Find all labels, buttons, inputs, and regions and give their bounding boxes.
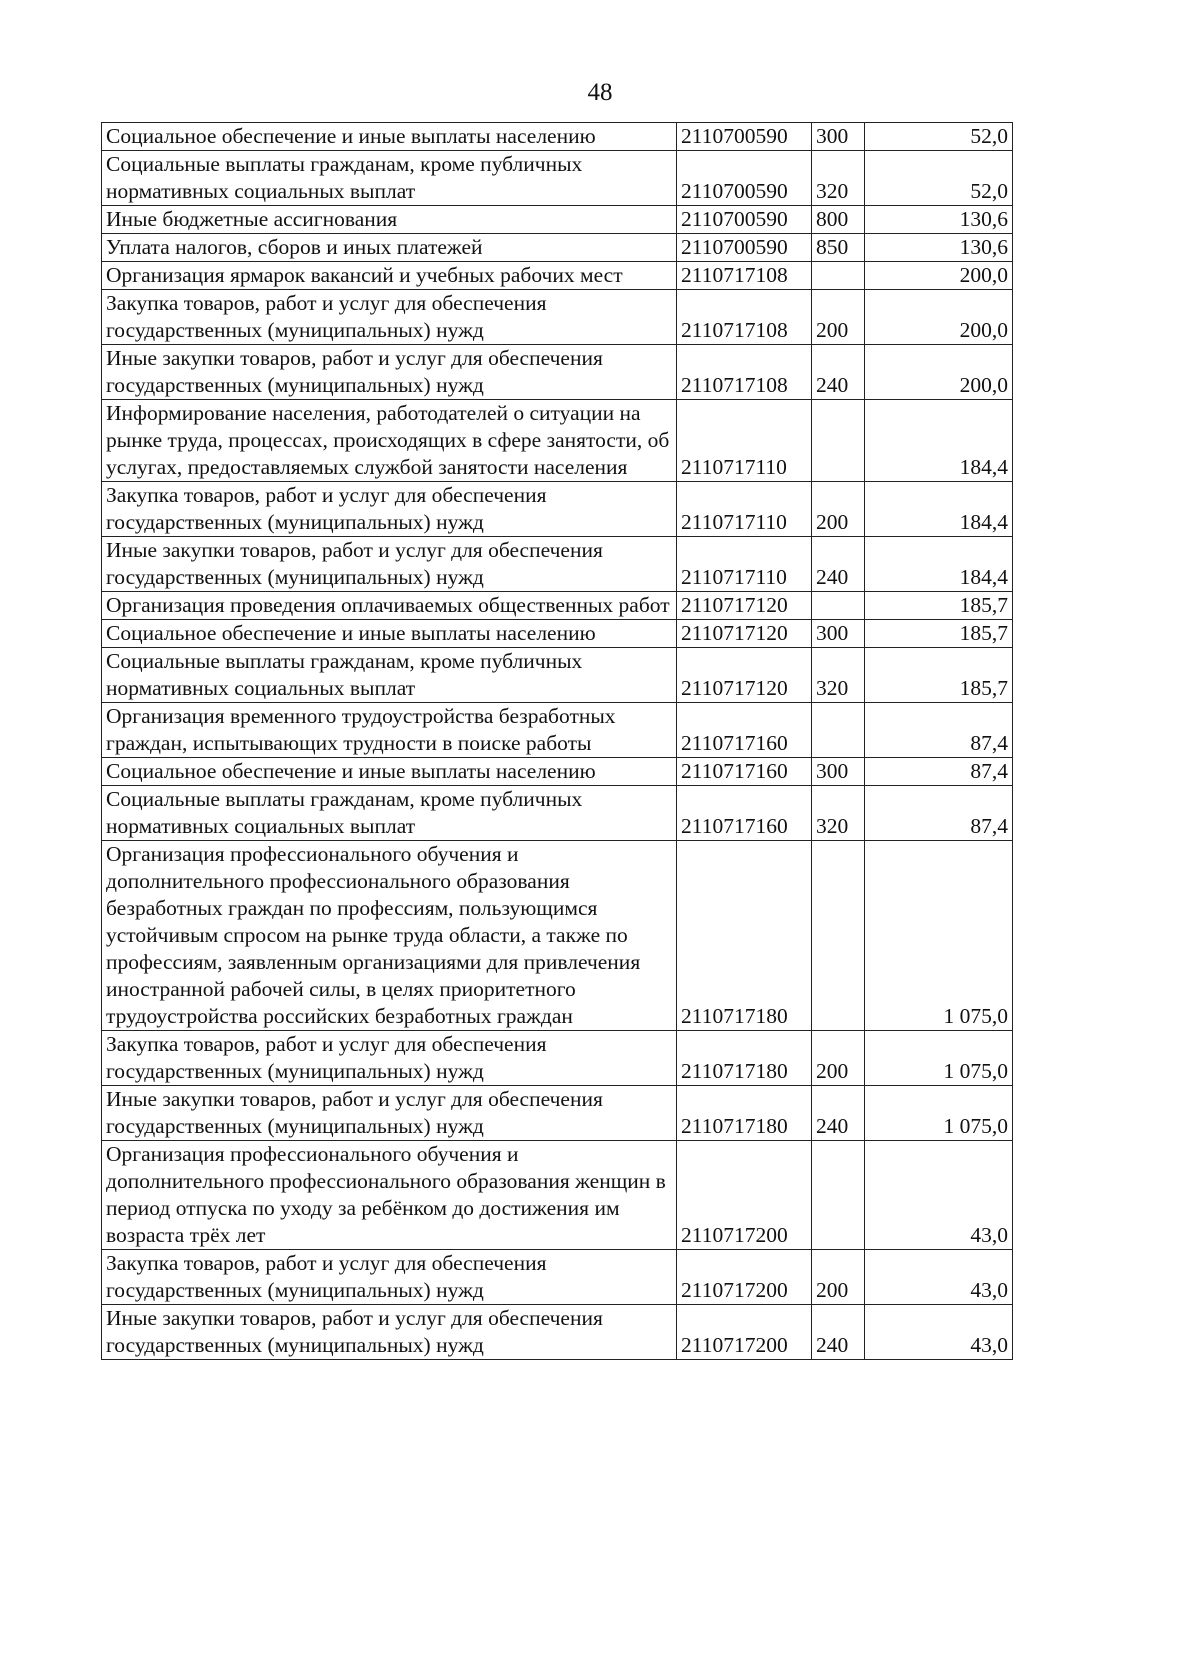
row-name: Уплата налогов, сборов и иных платежей — [102, 234, 677, 262]
row-code: 2110717120 — [677, 592, 812, 620]
row-name: Закупка товаров, работ и услуг для обеспечения государственных (муниципальных) нужд — [102, 1250, 677, 1305]
row-code: 2110717110 — [677, 400, 812, 482]
page-number: 48 — [587, 79, 613, 106]
row-amount: 43,0 — [865, 1141, 1013, 1250]
row-name: Социальные выплаты гражданам, кроме публичных нормативных социальных выплат — [102, 786, 677, 841]
row-code: 2110717110 — [677, 482, 812, 537]
row-type — [812, 703, 865, 758]
row-name: Закупка товаров, работ и услуг для обеспечения государственных (муниципальных) нужд — [102, 1031, 677, 1086]
row-type: 850 — [812, 234, 865, 262]
table-row — [102, 482, 1013, 537]
row-name: Иные закупки товаров, работ и услуг для обеспечения государственных (муниципальных) нужд — [102, 1305, 677, 1360]
row-amount: 185,7 — [865, 620, 1013, 648]
row-type — [812, 400, 865, 482]
row-type — [812, 841, 865, 1031]
row-type: 240 — [812, 537, 865, 592]
table-row — [102, 400, 1013, 482]
row-code: 2110700590 — [677, 234, 812, 262]
table-row — [102, 1250, 1013, 1305]
row-code: 2110717110 — [677, 537, 812, 592]
table-row — [102, 592, 1013, 620]
row-amount: 200,0 — [865, 262, 1013, 290]
row-name: Закупка товаров, работ и услуг для обеспечения государственных (муниципальных) нужд — [102, 482, 677, 537]
row-code: 2110717180 — [677, 1086, 812, 1141]
row-amount: 43,0 — [865, 1305, 1013, 1360]
row-name: Социальные выплаты гражданам, кроме публичных нормативных социальных выплат — [102, 151, 677, 206]
row-code: 2110700590 — [677, 123, 812, 151]
row-amount: 52,0 — [865, 151, 1013, 206]
row-amount: 184,4 — [865, 537, 1013, 592]
row-name: Организация профессионального обучения и дополнительного профессионального образования безработных граждан по профессиям, пользующимся устойчивым спросом на рынке труда области, а также по профессиям, заявленным организациями для привлечения иностранной рабочей силы, в целях приоритетного трудоустройства российских безработных граждан — [102, 841, 677, 1031]
row-code: 2110700590 — [677, 151, 812, 206]
row-name: Иные закупки товаров, работ и услуг для обеспечения государственных (муниципальных) нужд — [102, 1086, 677, 1141]
row-type: 200 — [812, 1031, 865, 1086]
row-type: 320 — [812, 786, 865, 841]
table-row — [102, 345, 1013, 400]
row-name: Организация ярмарок вакансий и учебных рабочих мест — [102, 262, 677, 290]
row-amount: 87,4 — [865, 758, 1013, 786]
table-row — [102, 841, 1013, 1031]
row-amount: 184,4 — [865, 400, 1013, 482]
row-name: Организация временного трудоустройства безработных граждан, испытывающих трудности в поиске работы — [102, 703, 677, 758]
row-type: 300 — [812, 123, 865, 151]
table-row — [102, 1086, 1013, 1141]
row-type: 240 — [812, 1305, 865, 1360]
row-name: Организация профессионального обучения и дополнительного профессионального образования женщин в период отпуска по уходу за ребёнком до достижения им возраста трёх лет — [102, 1141, 677, 1250]
row-name: Социальные выплаты гражданам, кроме публичных нормативных социальных выплат — [102, 648, 677, 703]
row-code: 2110717200 — [677, 1141, 812, 1250]
row-code: 2110700590 — [677, 206, 812, 234]
row-name: Иные закупки товаров, работ и услуг для обеспечения государственных (муниципальных) нужд — [102, 345, 677, 400]
row-name: Информирование населения, работодателей о ситуации на рынке труда, процессах, происходящих в сфере занятости, об услугах, предоставляемых службой занятости населения — [102, 400, 677, 482]
row-type: 320 — [812, 151, 865, 206]
row-amount: 130,6 — [865, 206, 1013, 234]
table-row — [102, 786, 1013, 841]
row-name: Социальное обеспечение и иные выплаты населению — [102, 620, 677, 648]
row-type: 300 — [812, 758, 865, 786]
row-type — [812, 1141, 865, 1250]
row-amount: 52,0 — [865, 123, 1013, 151]
row-code: 2110717200 — [677, 1305, 812, 1360]
table-row — [102, 620, 1013, 648]
row-name: Социальное обеспечение и иные выплаты населению — [102, 758, 677, 786]
row-type: 320 — [812, 648, 865, 703]
row-type: 200 — [812, 290, 865, 345]
budget-table — [101, 122, 1013, 1360]
row-type: 240 — [812, 345, 865, 400]
row-amount: 87,4 — [865, 703, 1013, 758]
row-amount: 1 075,0 — [865, 841, 1013, 1031]
row-amount: 185,7 — [865, 592, 1013, 620]
row-code: 2110717160 — [677, 703, 812, 758]
row-code: 2110717120 — [677, 648, 812, 703]
row-type: 200 — [812, 1250, 865, 1305]
table-row — [102, 206, 1013, 234]
table-row — [102, 290, 1013, 345]
row-type: 300 — [812, 620, 865, 648]
row-amount: 200,0 — [865, 345, 1013, 400]
table-row — [102, 234, 1013, 262]
row-code: 2110717180 — [677, 1031, 812, 1086]
row-amount: 1 075,0 — [865, 1086, 1013, 1141]
row-amount: 1 075,0 — [865, 1031, 1013, 1086]
row-code: 2110717180 — [677, 841, 812, 1031]
table-row — [102, 1305, 1013, 1360]
table-row — [102, 151, 1013, 206]
row-name: Иные закупки товаров, работ и услуг для обеспечения государственных (муниципальных) нужд — [102, 537, 677, 592]
row-code: 2110717108 — [677, 290, 812, 345]
table-row — [102, 123, 1013, 151]
table-row — [102, 537, 1013, 592]
row-code: 2110717120 — [677, 620, 812, 648]
row-amount: 43,0 — [865, 1250, 1013, 1305]
table-row — [102, 1141, 1013, 1250]
row-name: Иные бюджетные ассигнования — [102, 206, 677, 234]
row-code: 2110717200 — [677, 1250, 812, 1305]
row-amount: 87,4 — [865, 786, 1013, 841]
row-type — [812, 592, 865, 620]
table-row — [102, 648, 1013, 703]
table-row — [102, 262, 1013, 290]
row-amount: 130,6 — [865, 234, 1013, 262]
row-type — [812, 262, 865, 290]
row-type: 240 — [812, 1086, 865, 1141]
row-type: 800 — [812, 206, 865, 234]
row-code: 2110717108 — [677, 345, 812, 400]
table-row — [102, 758, 1013, 786]
row-amount: 185,7 — [865, 648, 1013, 703]
table-row — [102, 1031, 1013, 1086]
row-amount: 184,4 — [865, 482, 1013, 537]
row-code: 2110717108 — [677, 262, 812, 290]
row-type: 200 — [812, 482, 865, 537]
row-amount: 200,0 — [865, 290, 1013, 345]
row-name: Социальное обеспечение и иные выплаты населению — [102, 123, 677, 151]
row-name: Организация проведения оплачиваемых общественных работ — [102, 592, 677, 620]
table-row — [102, 703, 1013, 758]
budget-table-body — [102, 123, 1013, 1360]
row-name: Закупка товаров, работ и услуг для обеспечения государственных (муниципальных) нужд — [102, 290, 677, 345]
row-code: 2110717160 — [677, 786, 812, 841]
row-code: 2110717160 — [677, 758, 812, 786]
